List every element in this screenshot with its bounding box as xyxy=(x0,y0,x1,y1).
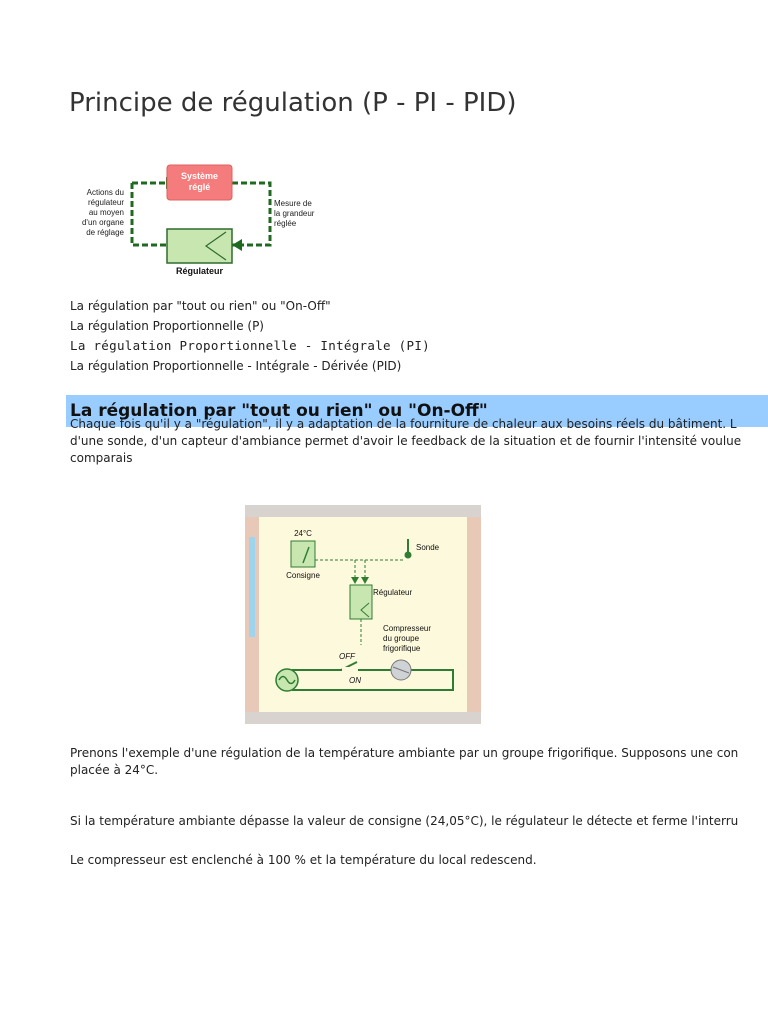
sonde-bulb xyxy=(405,552,412,559)
wall-bottom xyxy=(245,712,481,724)
toc-item-pid[interactable]: La régulation Proportionnelle - Intégrale - Dérivée (PID) xyxy=(70,359,402,373)
consigne-label: Consigne xyxy=(286,571,320,580)
svg-text:la grandeur: la grandeur xyxy=(274,209,315,218)
svg-text:Mesure de: Mesure de xyxy=(274,199,312,208)
window xyxy=(249,537,255,637)
compressor-paragraph: Le compresseur est enclenché à 100 % et la température du local redescend. xyxy=(70,853,537,867)
toc-item-pi[interactable]: La régulation Proportionnelle - Intégrale (PI) xyxy=(70,338,430,353)
intro-line-3: comparais xyxy=(70,451,133,465)
page-title: Principe de régulation (P - PI - PID) xyxy=(69,88,517,118)
toc-item-on-off[interactable]: La régulation par "tout ou rien" ou "On-Off" xyxy=(70,299,331,313)
example-line-2: placée à 24°C. xyxy=(70,763,159,777)
regulator-label: Régulateur xyxy=(175,266,224,276)
sonde-label: Sonde xyxy=(416,543,440,552)
switch-gap xyxy=(342,667,358,673)
system-label-1: Système xyxy=(180,171,219,181)
compressor-label-3: frigorifique xyxy=(383,644,421,653)
on-off-regulation-diagram xyxy=(245,505,481,724)
wall-top xyxy=(245,505,481,517)
svg-text:Actions du: Actions du xyxy=(86,188,124,197)
wall-right xyxy=(467,517,481,712)
control-loop-diagram xyxy=(66,160,336,280)
section-heading: La régulation par "tout ou rien" ou "On-Off" xyxy=(70,401,488,421)
regulator-box-2 xyxy=(350,585,372,619)
svg-text:d'un organe: d'un organe xyxy=(81,218,124,227)
right-label xyxy=(274,199,315,228)
compressor-label-2: du groupe xyxy=(383,634,420,643)
setpoint-dial xyxy=(291,541,315,567)
svg-text:réglée: réglée xyxy=(274,219,297,228)
off-label: OFF xyxy=(339,652,355,661)
example-line-1: Prenons l'exemple d'une régulation de la température ambiante par un groupe frigorifique. Supposons une con xyxy=(70,746,739,760)
arrow-to-regulator xyxy=(232,239,242,251)
left-label xyxy=(82,188,125,237)
svg-text:de réglage: de réglage xyxy=(86,228,124,237)
intro-line-2: d'une sonde, d'un capteur d'ambiance permet d'avoir le feedback de la situation et de fournir l'intensité voulue xyxy=(70,434,742,448)
exceed-paragraph: Si la température ambiante dépasse la valeur de consigne (24,05°C), le régulateur le détecte et ferme l'interru xyxy=(70,814,739,828)
on-label: ON xyxy=(349,676,361,685)
intro-line-1: Chaque fois qu'il y a "régulation", il y a adaptation de la fourniture de chaleur aux besoins réels du bâtiment. L xyxy=(70,417,737,431)
svg-text:régulateur: régulateur xyxy=(87,198,124,207)
system-label-2: réglé xyxy=(188,182,211,192)
regulateur-label: Régulateur xyxy=(373,588,413,597)
toc-item-p[interactable]: La régulation Proportionnelle (P) xyxy=(70,319,264,333)
compressor-label-1: Compresseur xyxy=(383,624,432,633)
svg-text:au moyen: au moyen xyxy=(88,208,124,217)
setpoint-value: 24°C xyxy=(294,529,312,538)
